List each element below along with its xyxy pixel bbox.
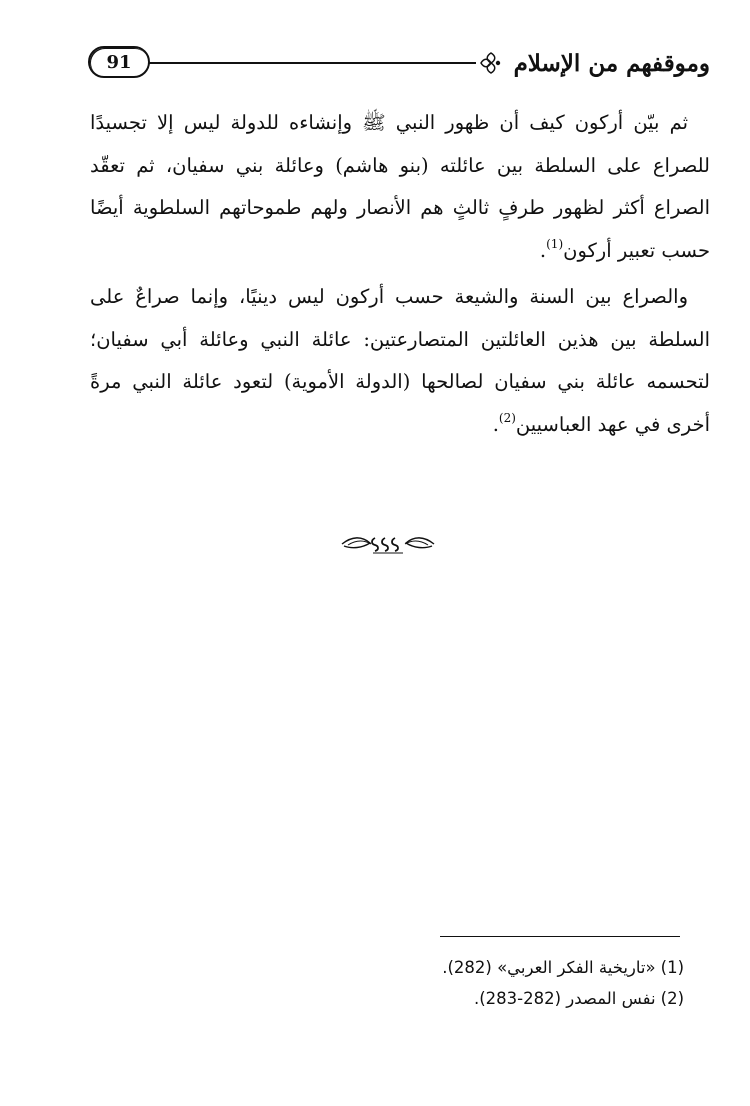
footnote-ref[interactable]: (1) [546, 236, 564, 251]
footnote-text: نفس المصدر (282-283). [473, 989, 656, 1008]
paragraph [90, 276, 710, 446]
sentence-end: . [539, 238, 547, 262]
footnote-ref[interactable]: (2) [498, 410, 516, 425]
page-header [88, 40, 710, 90]
main-text [90, 102, 710, 446]
footnote-separator [440, 936, 680, 937]
page-number: 91 [88, 46, 150, 78]
sentence-end: . [492, 412, 499, 436]
paragraph-text: ثم بيّن أركون كيف أن ظهور النبي ﷺ وإنشاءه للدولة ليس إلا تجسيدًا للصراع على السلطة بين عائلته (بنو هاشم) وعائلة بني سفيان، ثم تعقّد الصراع أكثر لظهور طرفٍ ثالثٍ هم الأنصار ولهم طموحاتهم السلطوية أيضًا حسب تعبير أركون [90, 111, 710, 262]
footnote-number: (2) [660, 989, 684, 1008]
footnote-item [90, 952, 684, 983]
footnote-item [90, 983, 684, 1014]
footnote-number: (1) [660, 958, 684, 977]
section-divider-ornament-icon [338, 530, 438, 556]
floral-ornament-icon [478, 50, 504, 76]
paragraph-text: والصراع بين السنة والشيعة حسب أركون ليس دينيًا، وإنما صراعٌ على السلطة بين هذين العائلتين المتصارعتين: عائلة النبي وعائلة أبي سفيان؛ لتحسمه عائلة بني سفيان لصالحها (الدولة الأموية) لتعود عائلة النبي مرةً أخرى في عهد العباسيين [90, 285, 710, 436]
footnotes [90, 952, 684, 1014]
paragraph [90, 102, 710, 272]
running-title: وموقفهم من الإسلام [513, 50, 710, 77]
header-rule [148, 62, 476, 64]
footnote-text: «تاريخية الفكر العربي» (282). [442, 958, 656, 977]
